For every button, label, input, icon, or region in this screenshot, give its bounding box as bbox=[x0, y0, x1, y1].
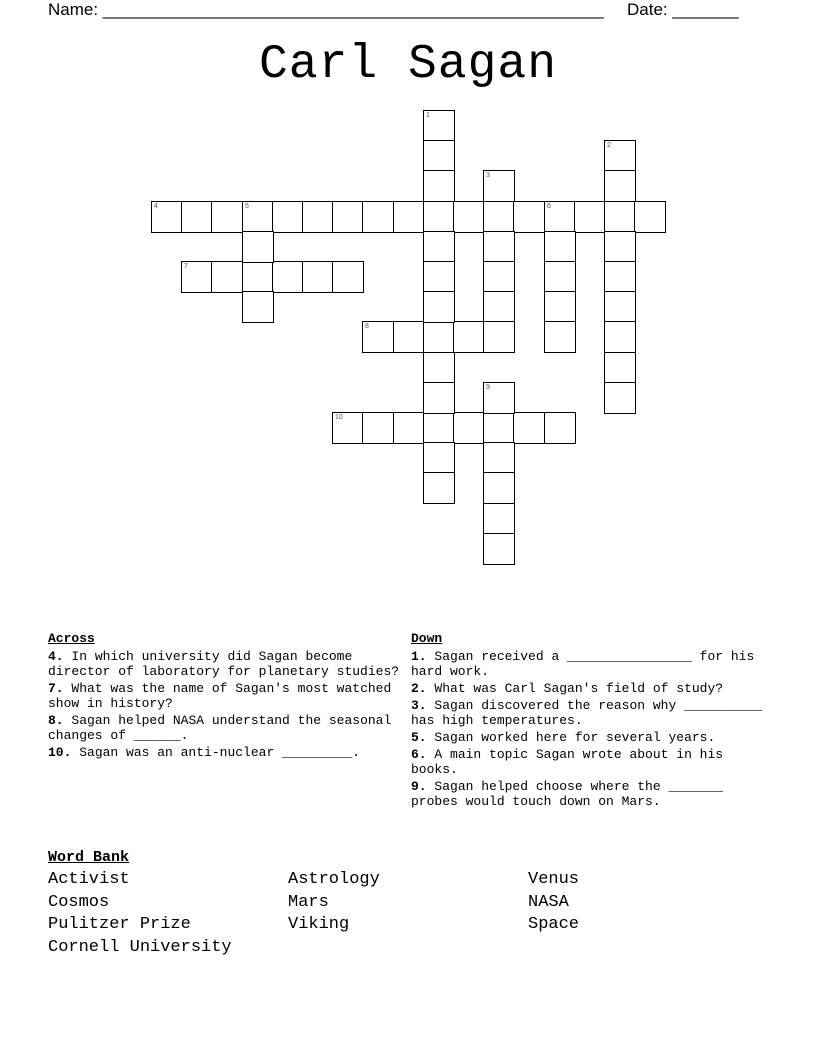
clue-text: Sagan helped choose where the _______ probes would touch down on Mars. bbox=[411, 779, 724, 809]
grid-cell[interactable] bbox=[604, 140, 636, 172]
grid-cell[interactable] bbox=[544, 291, 576, 323]
grid-cell[interactable] bbox=[242, 201, 274, 233]
word-bank-item: Space bbox=[528, 915, 580, 934]
grid-cell[interactable] bbox=[423, 382, 455, 414]
word-bank-item: Venus bbox=[528, 870, 580, 889]
clue-text: Sagan helped NASA understand the seasonal changes of ______. bbox=[48, 713, 392, 743]
clue-down-3 bbox=[411, 698, 771, 728]
clue-across-8 bbox=[48, 713, 404, 743]
clue-text: What was Carl Sagan's field of study? bbox=[434, 681, 724, 696]
clue-down-6 bbox=[411, 747, 771, 777]
across-clues bbox=[48, 631, 404, 762]
clue-number: 9. bbox=[411, 779, 427, 794]
clue-number: 8. bbox=[48, 713, 64, 728]
grid-cell[interactable] bbox=[604, 352, 636, 384]
clue-number: 1. bbox=[411, 649, 427, 664]
clue-text: In which university did Sagan become director of laboratory for planetary studies? bbox=[48, 649, 400, 679]
grid-cell[interactable] bbox=[483, 412, 515, 444]
grid-cell[interactable] bbox=[453, 201, 485, 233]
word-bank-item: Activist bbox=[48, 870, 130, 889]
grid-cell[interactable] bbox=[604, 261, 636, 293]
word-bank-item: Cosmos bbox=[48, 892, 110, 912]
grid-cell[interactable] bbox=[604, 321, 636, 353]
cell-number: 6 bbox=[547, 203, 551, 210]
clue-text: Sagan was an anti-nuclear _________. bbox=[79, 745, 361, 760]
grid-cell[interactable] bbox=[544, 321, 576, 353]
clue-number: 2. bbox=[411, 681, 427, 696]
grid-cell[interactable] bbox=[544, 201, 576, 233]
grid-cell[interactable] bbox=[483, 170, 515, 202]
grid-cell[interactable] bbox=[513, 412, 545, 444]
word-bank-item: Cornell University bbox=[48, 937, 232, 957]
clue-text: Sagan received a ________________ for his hard work. bbox=[411, 649, 755, 679]
down-heading: Down bbox=[411, 631, 443, 646]
clue-down-2 bbox=[411, 681, 771, 696]
cell-number: 9 bbox=[486, 384, 490, 391]
down-clues bbox=[411, 631, 771, 811]
name-field: Name: _____________________________________________________ bbox=[48, 0, 604, 19]
grid-cell[interactable] bbox=[242, 231, 274, 263]
clue-number: 7. bbox=[48, 681, 64, 696]
cell-number: 1 bbox=[426, 112, 430, 119]
grid-cell[interactable] bbox=[604, 170, 636, 202]
grid-cell[interactable] bbox=[604, 291, 636, 323]
word-bank bbox=[48, 869, 768, 959]
word-bank-item: NASA bbox=[528, 892, 569, 912]
grid-cell[interactable] bbox=[483, 321, 515, 353]
clue-across-7 bbox=[48, 681, 404, 711]
grid-cell[interactable] bbox=[483, 472, 515, 504]
clue-number: 3. bbox=[411, 698, 427, 713]
grid-cell[interactable] bbox=[423, 291, 455, 323]
grid-cell[interactable] bbox=[332, 261, 364, 293]
grid-cell[interactable] bbox=[423, 442, 455, 474]
grid-cell[interactable] bbox=[634, 201, 666, 233]
clue-across-4 bbox=[48, 649, 404, 679]
grid-cell[interactable] bbox=[604, 201, 636, 233]
grid-cell[interactable] bbox=[423, 352, 455, 384]
cell-number: 7 bbox=[184, 263, 188, 270]
grid-cell[interactable] bbox=[544, 412, 576, 444]
date-field: Date: _______ bbox=[627, 0, 739, 19]
grid-cell[interactable] bbox=[483, 533, 515, 565]
grid-cell[interactable] bbox=[362, 412, 394, 444]
grid-cell[interactable] bbox=[544, 261, 576, 293]
grid-cell[interactable] bbox=[242, 291, 274, 323]
grid-cell[interactable] bbox=[181, 201, 213, 233]
grid-cell[interactable] bbox=[483, 442, 515, 474]
clue-text: Sagan worked here for several years. bbox=[434, 730, 716, 745]
clue-number: 5. bbox=[411, 730, 427, 745]
grid-cell[interactable] bbox=[393, 412, 425, 444]
grid-cell[interactable] bbox=[483, 231, 515, 263]
grid-cell[interactable] bbox=[423, 110, 455, 142]
word-bank-item: Mars bbox=[288, 892, 329, 912]
grid-cell[interactable] bbox=[423, 472, 455, 504]
grid-cell[interactable] bbox=[453, 412, 485, 444]
grid-cell[interactable] bbox=[423, 140, 455, 172]
grid-cell[interactable] bbox=[211, 261, 243, 293]
grid-cell[interactable] bbox=[272, 201, 304, 233]
grid-cell[interactable] bbox=[483, 261, 515, 293]
grid-cell[interactable] bbox=[151, 201, 183, 233]
grid-cell[interactable] bbox=[302, 201, 334, 233]
cell-number: 4 bbox=[154, 203, 158, 210]
word-bank-item: Astrology bbox=[288, 870, 380, 889]
page-title: Carl Sagan bbox=[258, 38, 558, 92]
word-bank-item: Viking bbox=[288, 915, 350, 934]
clue-text: What was the name of Sagan's most watched show in history? bbox=[48, 681, 392, 711]
grid-cell[interactable] bbox=[604, 382, 636, 414]
grid-cell[interactable] bbox=[483, 503, 515, 535]
grid-cell[interactable] bbox=[483, 382, 515, 414]
grid-cell[interactable] bbox=[574, 201, 606, 233]
clue-text: Sagan discovered the reason why __________ has high temperatures. bbox=[411, 698, 763, 728]
grid-cell[interactable] bbox=[423, 231, 455, 263]
grid-cell[interactable] bbox=[604, 231, 636, 263]
grid-cell[interactable] bbox=[423, 412, 455, 444]
clue-across-10 bbox=[48, 745, 404, 760]
grid-cell[interactable] bbox=[211, 201, 243, 233]
grid-cell[interactable] bbox=[423, 201, 455, 233]
grid-cell[interactable] bbox=[242, 261, 274, 293]
grid-cell[interactable] bbox=[362, 321, 394, 353]
word-bank-title: Word Bank bbox=[48, 849, 130, 866]
clue-number: 10. bbox=[48, 745, 72, 760]
clue-text: A main topic Sagan wrote about in his books. bbox=[411, 747, 724, 777]
cell-number: 5 bbox=[245, 203, 249, 210]
grid-cell[interactable] bbox=[332, 412, 364, 444]
grid-cell[interactable] bbox=[483, 201, 515, 233]
grid-cell[interactable] bbox=[513, 201, 545, 233]
grid-cell[interactable] bbox=[544, 231, 576, 263]
grid-cell[interactable] bbox=[423, 321, 455, 353]
clue-number: 6. bbox=[411, 747, 427, 762]
cell-number: 8 bbox=[365, 323, 369, 330]
grid-cell[interactable] bbox=[423, 170, 455, 202]
cell-number: 2 bbox=[607, 142, 611, 149]
grid-cell[interactable] bbox=[393, 201, 425, 233]
grid-cell[interactable] bbox=[332, 201, 364, 233]
grid-cell[interactable] bbox=[181, 261, 213, 293]
clue-down-1 bbox=[411, 649, 771, 679]
word-bank-item: Pulitzer Prize bbox=[48, 915, 191, 934]
grid-cell[interactable] bbox=[393, 321, 425, 353]
grid-cell[interactable] bbox=[483, 291, 515, 323]
clue-down-5 bbox=[411, 730, 771, 745]
grid-cell[interactable] bbox=[362, 201, 394, 233]
grid-cell[interactable] bbox=[302, 261, 334, 293]
grid-cell[interactable] bbox=[272, 261, 304, 293]
clue-down-9 bbox=[411, 779, 771, 809]
cell-number: 3 bbox=[486, 172, 490, 179]
grid-cell[interactable] bbox=[453, 321, 485, 353]
across-heading: Across bbox=[48, 631, 95, 646]
grid-cell[interactable] bbox=[423, 261, 455, 293]
clue-number: 4. bbox=[48, 649, 64, 664]
cell-number: 10 bbox=[335, 414, 343, 421]
